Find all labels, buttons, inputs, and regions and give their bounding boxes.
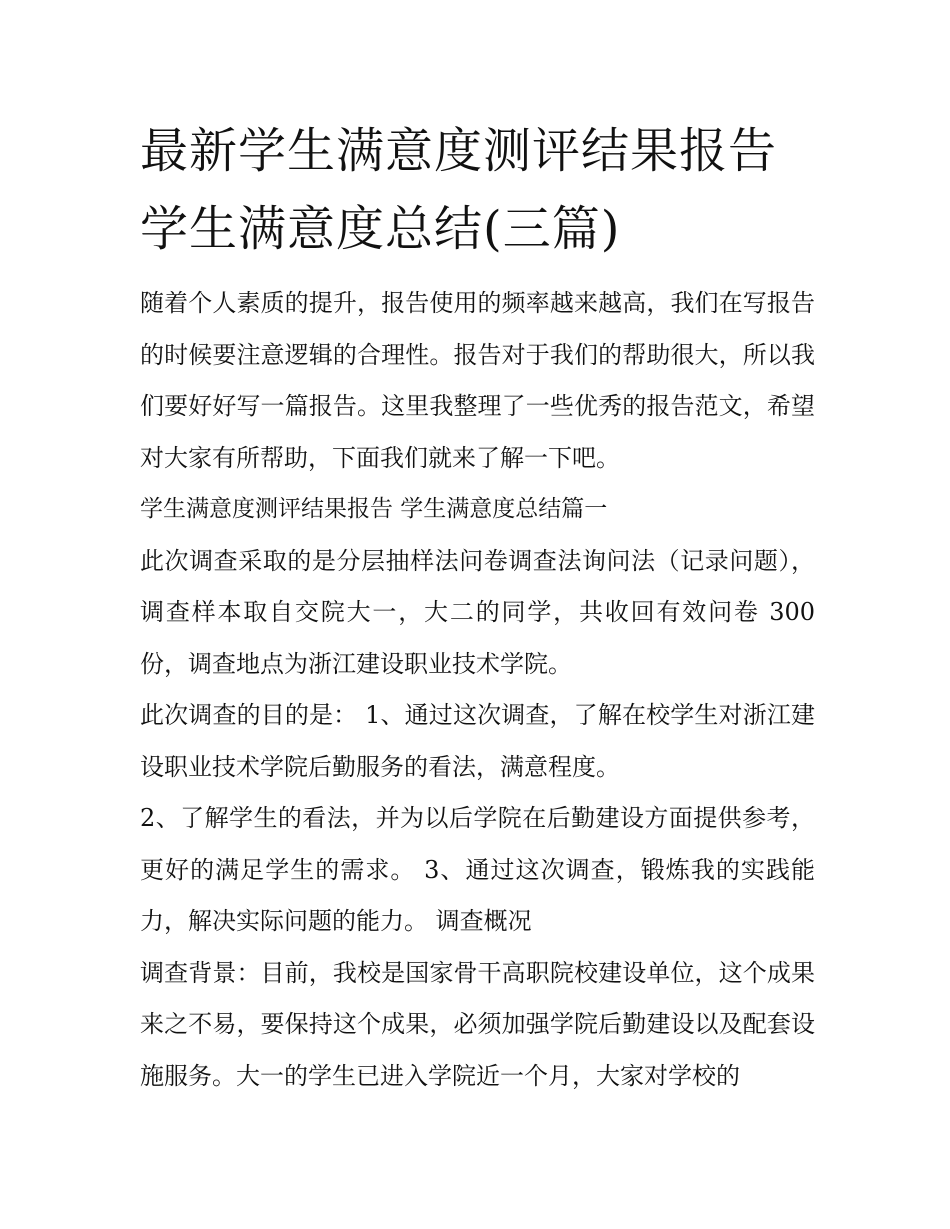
section-heading: 学生满意度测评结果报告 学生满意度总结篇一 [140,496,608,522]
survey-purpose-paragraph: 此次调查的目的是： 1、通过这次调查，了解在校学生对浙江建设职业技术学院后勤服务的看法，满意程度。 [140,701,815,781]
document-title: 最新学生满意度测评结果报告 学生满意度总结(三篇) [140,123,778,257]
survey-background-paragraph: 调查背景：目前，我校是国家骨干高职院校建设单位，这个成果来之不易，要保持这个成果，必须加强学院后勤建设以及配套设施服务。大一的学生已进入学院近一个月，大家对学校的 [140,958,815,1090]
intro-paragraph: 随着个人素质的提升，报告使用的频率越来越高，我们在写报告的时候要注意逻辑的合理性。报告对于我们的帮助很大，所以我们要好好写一篇报告。这里我整理了一些优秀的报告范文，希望对大家有所帮助，下面我们就来了解一下吧。 [140,289,815,472]
survey-purpose-continued-paragraph: 2、了解学生的看法，并为以后学院在后勤建设方面提供参考，更好的满足学生的需求。 3、通过这次调查，锻炼我的实践能力，解决实际问题的能力。 调查概况 [140,804,815,935]
survey-method-paragraph: 此次调查采取的是分层抽样法问卷调查法询问法（记录问题），调查样本取自交院大一，大二的同学，共收回有效问卷 300 份，调查地点为浙江建设职业技术学院。 [140,546,815,678]
document-page [140,112,815,1102]
